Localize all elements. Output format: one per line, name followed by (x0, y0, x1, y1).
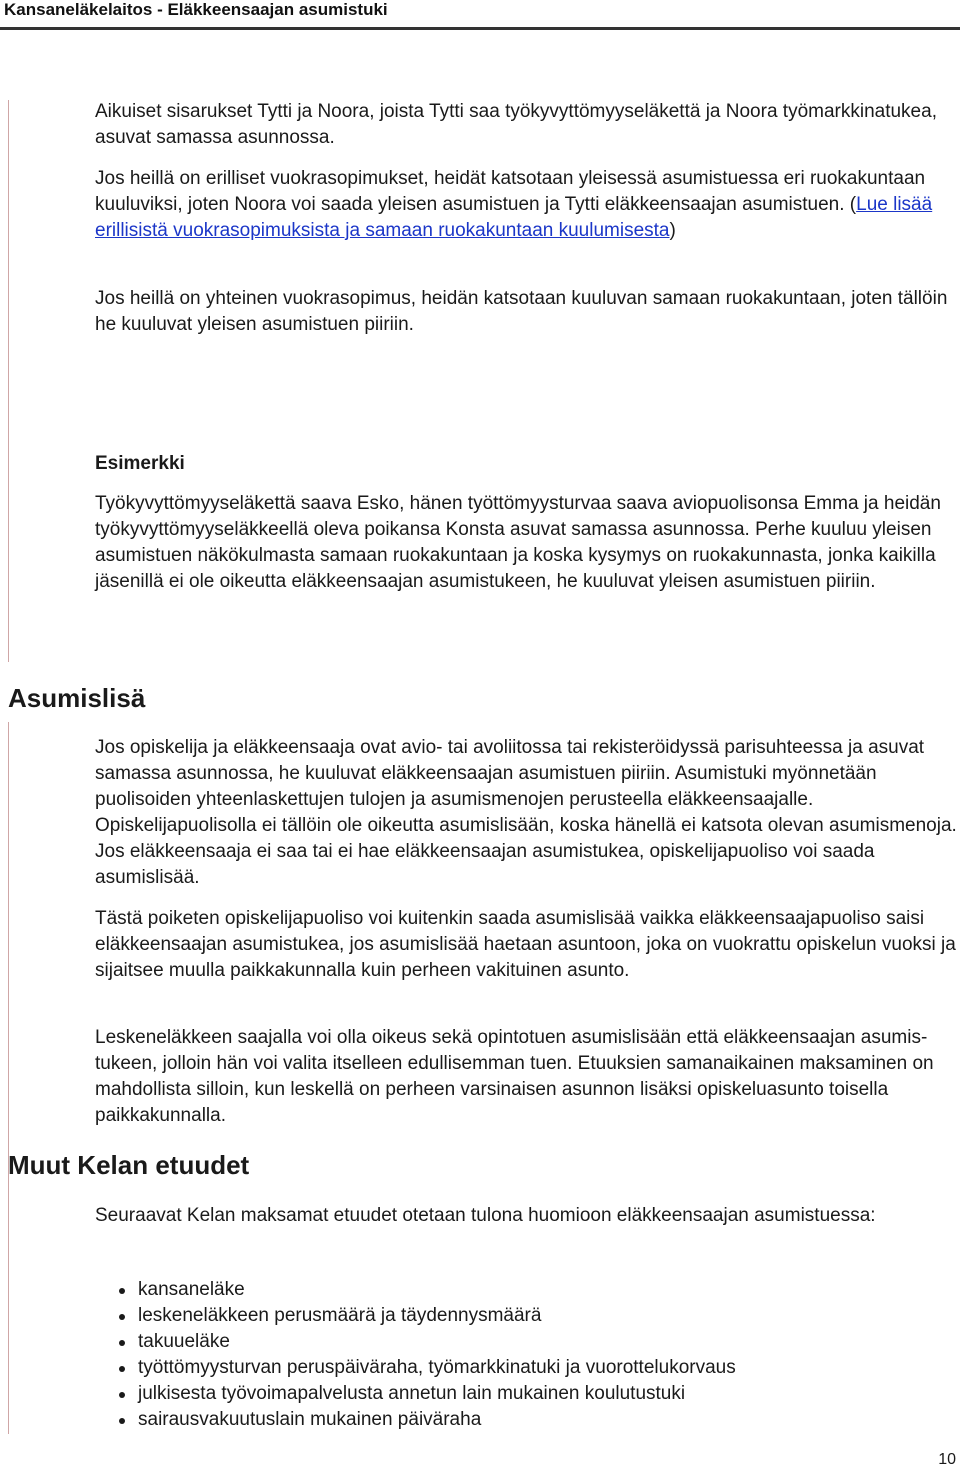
list-item-label: sairausvakuutuslain mukainen päiväraha (138, 1409, 482, 1430)
list-item (95, 1303, 736, 1329)
paragraph-text-end: ) (669, 220, 676, 241)
benefits-list (95, 1277, 736, 1433)
bullet-icon (119, 1392, 125, 1398)
bullet-icon (119, 1288, 125, 1294)
asumislisa-paragraph-3: Leskeneläkkeen saajalla voi olla oikeus sekä opintotuen asumislisään että eläkkeensaajan asumis-tukeen, jolloin hän voi valita itselleen edullisemman tuen. Etuuksien samanaikainen maksaminen on mahdollista silloin, kun leskellä on perheen varsinaisen asunnon lisäksi opiskeluasunto toisella paikkakunnalla. (95, 1027, 934, 1126)
asumislisa-paragraph-1: Jos opiskelija ja eläkkeensaaja ovat avio- tai avoliitossa tai rekisteröidyssä parisuhteessa ja asuvat samassa asunnossa, he kuuluvat eläkkeensaajan asumistuen piiriin. Asumistuki myönnetään puolisoiden yhteenlaskettujen tulojen ja asumismenojen perusteella eläkkeensaajalle. Opiskelijapuolisolla ei tällöin ole oikeutta asumislisään, koska hänellä ei katsota olevan asumismenoja. Jos eläkkeensaaja ei saa tai ei hae eläkkeensaajan asumistukea, opiskelijapuoliso voi saada asumislisää. (95, 737, 957, 888)
paragraph-yhteinen-sopimus: Jos heillä on yhteinen vuokrasopimus, heidän katsotaan kuuluvan samaan ruokakuntaan, joten tällöin he kuuluvat yleisen asumistuen piiriin. (95, 288, 948, 335)
bullet-icon (119, 1314, 125, 1320)
page-number: 10 (938, 1451, 956, 1468)
bullet-icon (119, 1418, 125, 1424)
heading-muut-kelan-etuudet: Muut Kelan etuudet (8, 1150, 250, 1180)
list-item-label: julkisesta työvoimapalvelusta annetun lain mukainen koulutustuki (138, 1383, 686, 1404)
list-item-label: työttömyysturvan peruspäiväraha, työmarkkinatuki ja vuorottelukorvaus (138, 1357, 736, 1378)
left-margin-rule (8, 100, 9, 662)
bullet-icon (119, 1366, 125, 1372)
left-margin-rule-lower (8, 722, 9, 1434)
example-paragraph: Työkyvyttömyyseläkettä saava Esko, hänen työttömyysturvaa saava aviopuolisonsa Emma ja heidän työkyvyttömyyseläkkeellä oleva poikansa Konsta asuvat samassa asunnossa. Perhe kuuluu yleisen asumistuen näkökulmasta samaan ruokakuntaan ja koska kysymys on ruokakunnasta, jonka kaikilla jäsenillä ei ole oikeutta eläkkeensaajan asumistukeen, he kuuluvat yleisen asumistuen piiriin. (95, 493, 941, 592)
list-item-label: takuueläke (138, 1331, 230, 1352)
list-item (95, 1277, 736, 1303)
paragraph-erilliset-sopimukset (95, 166, 957, 244)
paragraph-sisarukset: Aikuiset sisarukset Tytti ja Noora, joista Tytti saa työkyvyttömyyseläkettä ja Noora työmarkkinatukea, asuvat samassa asunnossa. (95, 101, 937, 148)
list-item-label: leskeneläkkeen perusmäärä ja täydennysmäärä (138, 1305, 542, 1326)
paragraph-text: Jos heillä on erilliset vuokrasopimukset, heidät katsotaan yleisessä asumistuessa eri ruokakuntaan kuuluviksi, joten Noora voi saada yleisen asumistuen ja Tytti eläkkeensaajan asumistuen. ( (95, 168, 926, 215)
list-item (95, 1381, 736, 1407)
list-item (95, 1355, 736, 1381)
list-item (95, 1407, 736, 1433)
heading-asumislisa: Asumislisä (8, 683, 146, 713)
list-item-label: kansaneläke (138, 1279, 245, 1300)
example-heading: Esimerkki (95, 453, 185, 474)
list-item (95, 1329, 736, 1355)
asumislisa-paragraph-2: Tästä poiketen opiskelijapuoliso voi kuitenkin saada asumislisää vaikka eläkkeensaajapuoliso saisi eläkkeensaajan asumistukea, jos asumislisää haetaan asuntoon, joka on vuokrattu opiskelun vuoksi ja sijaitsee muulla paikkakunnalla kuin perheen vakituinen asunto. (95, 908, 956, 981)
muut-intro-paragraph: Seuraavat Kelan maksamat etuudet otetaan tulona huomioon eläkkeensaajan asumistuessa: (95, 1205, 876, 1226)
read-more-link[interactable]: Lue lisää erillisistä vuokrasopimuksista ja samaan ruokakuntaan kuulumisesta (95, 194, 933, 241)
bullet-icon (119, 1340, 125, 1346)
page-header-title: Kansaneläkelaitos - Eläkkeensaajan asumistuki (4, 0, 388, 19)
header-divider (0, 27, 960, 30)
